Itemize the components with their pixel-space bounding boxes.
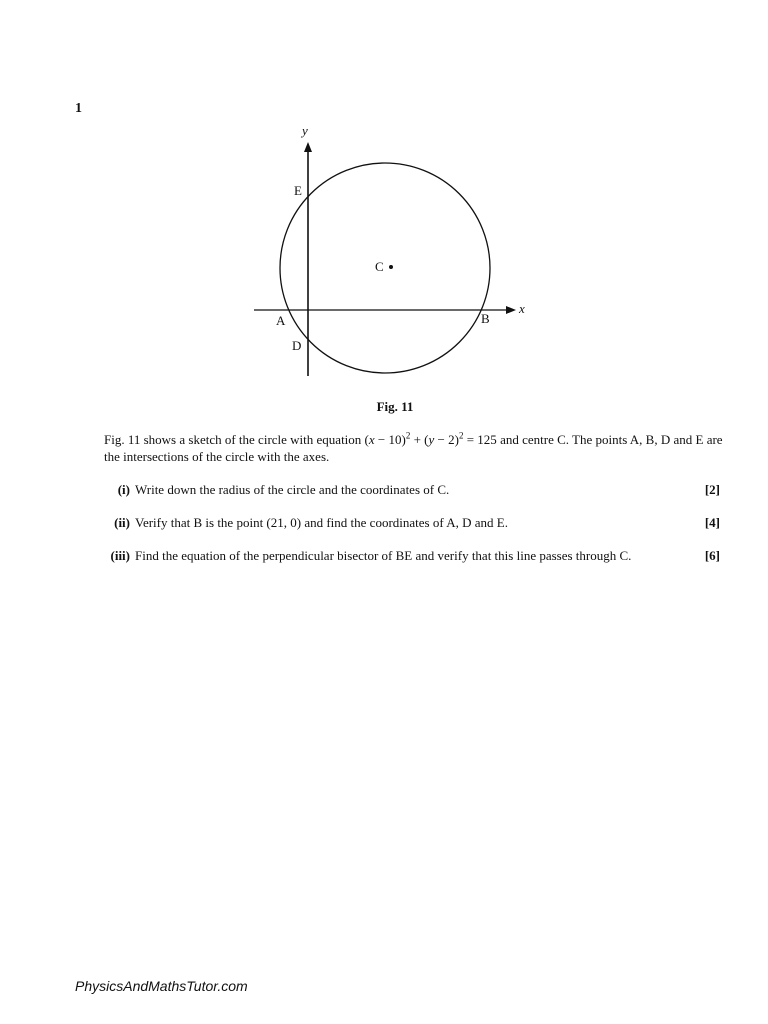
y-axis-arrow xyxy=(304,142,312,152)
centre-dot xyxy=(389,265,393,269)
x-axis-arrow xyxy=(506,306,516,314)
y-axis-label: y xyxy=(302,123,308,138)
part-marks: [6] xyxy=(704,548,720,563)
part-label: (i) xyxy=(117,482,130,497)
figure-caption: Fig. 11 xyxy=(376,399,414,414)
circle-diagram xyxy=(240,118,540,388)
eq-exp-1: 2 xyxy=(405,430,411,441)
part-marks: [4] xyxy=(704,515,720,530)
x-axis-label: x xyxy=(519,301,525,316)
part-text: Write down the radius of the circle and the coordinates of C. xyxy=(135,482,450,497)
figure-circle-sketch xyxy=(240,118,540,393)
question-number: 1 xyxy=(75,101,82,116)
point-label-a: A xyxy=(276,313,286,328)
point-label-d: D xyxy=(292,338,302,353)
part-text: Verify that B is the point (21, 0) and find the coordinates of A, D and E. xyxy=(135,515,508,530)
part-label: (ii) xyxy=(114,515,130,530)
circle-equation xyxy=(365,432,497,447)
eq-open-1: ( xyxy=(364,432,369,447)
eq-plus: + ( xyxy=(410,432,429,447)
point-label-c: C xyxy=(375,259,384,274)
point-label-b: B xyxy=(481,311,490,326)
point-label-e: E xyxy=(294,183,302,198)
part-label: (iii) xyxy=(110,548,130,563)
eq-exp-2: 2 xyxy=(458,430,464,441)
eq-term-2: − 2) xyxy=(434,432,459,447)
intro-text-after: and centre C. The points A, B, D and E are the intersections of the circle with the axes. xyxy=(104,432,723,464)
intro-text-before: Fig. 11 shows a sketch of the circle with equation xyxy=(104,432,365,447)
footer-site-name: PhysicsAndMathsTutor.com xyxy=(75,978,248,994)
question-intro xyxy=(104,431,724,465)
circle-curve xyxy=(280,163,490,373)
eq-var-x: x xyxy=(368,432,375,447)
part-marks: [2] xyxy=(704,482,720,497)
eq-var-y: y xyxy=(428,432,435,447)
eq-rhs: = 125 xyxy=(463,432,497,447)
eq-term-1: − 10) xyxy=(374,432,406,447)
part-text: Find the equation of the perpendicular bisector of BE and verify that this line passes through C. xyxy=(135,548,632,563)
